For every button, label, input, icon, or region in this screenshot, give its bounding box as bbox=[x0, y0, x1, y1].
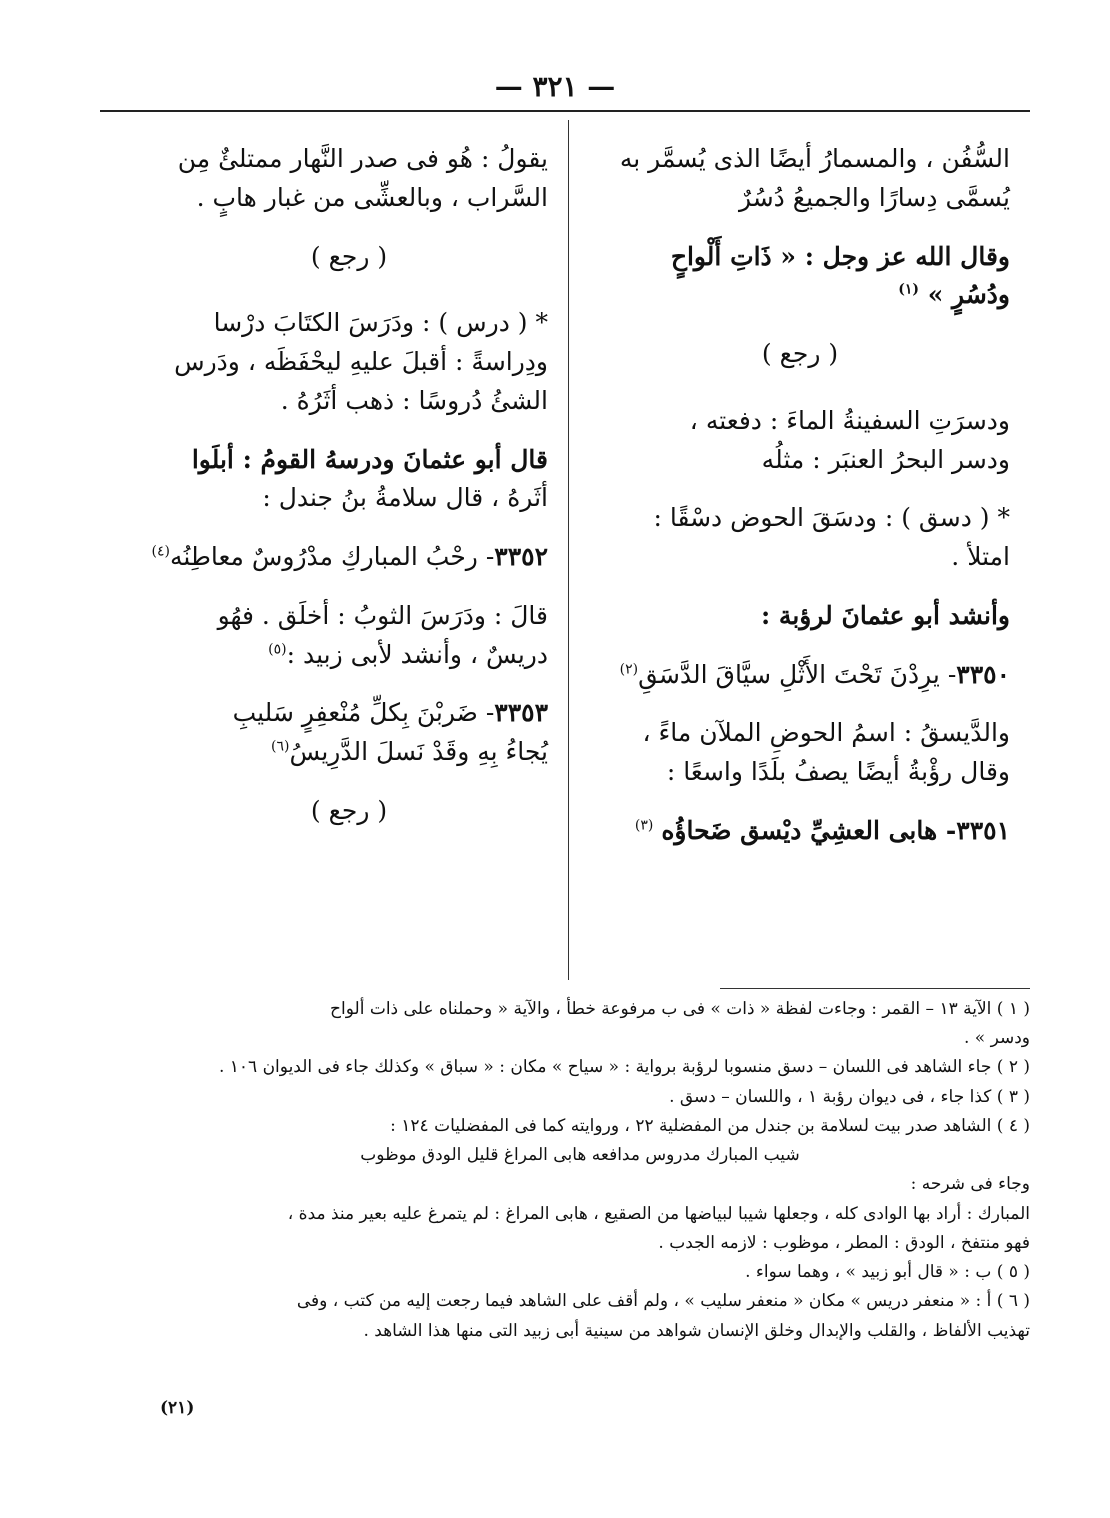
footnote-mark: (١) bbox=[898, 281, 919, 298]
verse-line bbox=[150, 694, 548, 733]
verse-text: - ضَربْنَ بِكلِّ مُنْعفِرٍ سَليبِ bbox=[232, 698, 495, 728]
section-heading: ( رجع ) bbox=[761, 339, 839, 368]
footnote-mark: (٣) bbox=[634, 817, 654, 834]
footnote-mark: (٢) bbox=[619, 661, 639, 678]
paragraph-daysaq bbox=[590, 714, 1010, 792]
verse-3350 bbox=[590, 656, 1010, 695]
qala-text: دريسٌ ، وأنشد لأبى زبيد : bbox=[286, 639, 548, 669]
footnote-6: ( ٦ ) أ : « منعفر دريس » مكان « منعفر سليب » ، ولم أقف على الشاهد فيما رجعت إليه من كتب ، وفى bbox=[296, 1291, 1030, 1312]
footnote-mark: (٤) bbox=[151, 543, 171, 560]
column-divider bbox=[568, 120, 569, 980]
verse-line bbox=[150, 733, 548, 772]
footnote-4-verse: شيب المبارك مدروس مدافعه هابى المراغ قليل الودق موظوب bbox=[360, 1145, 800, 1166]
text-line: قالَ : ودَرَسَ الثوبُ : أخلَق . فهُو bbox=[217, 600, 548, 630]
text-line bbox=[150, 636, 548, 675]
footnote-6-cont: تهذيب الألفاظ ، والقلب والإبدال وخلق الإنسان شواهد من سينية أبى زبيد التى منها هذا الشاهد . bbox=[363, 1320, 1030, 1341]
text-line: أثَرهُ ، قال سلامةُ بنُ جندل : bbox=[262, 483, 548, 513]
verse-line bbox=[150, 538, 548, 577]
paragraph-dusur bbox=[590, 140, 1010, 218]
right-column bbox=[590, 140, 1010, 871]
text-line: والدَّيسقُ : اسمُ الحوضِ الملآن ماءً ، bbox=[642, 718, 1010, 748]
section-heading: ( رجع ) bbox=[310, 795, 388, 825]
text-line: ودِراسةً : أقبلَ عليهِ ليحْفَظَه ، ودَرس bbox=[174, 347, 548, 376]
footnote-mark: (٦) bbox=[270, 738, 290, 755]
text-line: ودسرَتِ السفينةُ الماءَ : دفعته ، bbox=[689, 405, 1010, 435]
text-line: ودسر البحرُ العنبَر : مثلُه bbox=[761, 444, 1010, 474]
verse-3352 bbox=[150, 538, 548, 577]
text-line: يُسمَّى دِسارًا والجميعُ دُسُرٌ bbox=[738, 182, 1010, 212]
text-line: الشئُ دُروسًا : ذهب أثَرُهُ . bbox=[280, 385, 548, 415]
footnote-mark: (٥) bbox=[268, 641, 287, 658]
entry-dasq bbox=[590, 499, 1010, 577]
footnote-3: ( ٣ ) كذا جاء ، فى ديوان رؤبة ١ ، واللسان – دسق . bbox=[669, 1086, 1030, 1107]
text-line: يقولُ : هُو فى صدر النَّهار ممتلئٌ مِن bbox=[177, 144, 548, 173]
verse-line bbox=[590, 812, 1010, 851]
entry-dars bbox=[150, 304, 548, 420]
paragraph-dasarat bbox=[590, 402, 1010, 480]
paragraph-abu-uthman bbox=[150, 441, 548, 519]
text-line: السَّراب ، وبالعشِّى من غبار هابٍ . bbox=[196, 182, 548, 212]
quran-text: ودُسُرٍ » bbox=[927, 280, 1010, 310]
verse-line bbox=[590, 656, 1010, 695]
paragraph-qala bbox=[150, 597, 548, 675]
text-line: السُّفُن ، والمسمارُ أيضًا الذى يُسمَّر به bbox=[619, 144, 1010, 173]
header-rule bbox=[100, 110, 1030, 112]
paragraph-quran bbox=[590, 238, 1010, 316]
verse-text: - رحْبُ المباركِ مدْرُوسٌ معاطِنُه bbox=[170, 542, 495, 571]
paragraph-yaqulu bbox=[150, 140, 548, 218]
footnote-1-cont: ودسر » . bbox=[963, 1028, 1030, 1049]
footnote-4-cont: وجاء فى شرحه : bbox=[910, 1174, 1030, 1195]
verse-3353 bbox=[150, 694, 548, 772]
text-line: قال أبو عثمانَ ودرسهُ القومُ : أبلَوا bbox=[191, 444, 548, 474]
text-line: * ( دسق ) : ودسَقَ الحوض دسْقًا : bbox=[653, 503, 1010, 533]
paragraph-ruuba bbox=[590, 597, 1010, 636]
verse-number: ٣٣٥١ bbox=[956, 815, 1010, 845]
footnote-4-cont: المبارك : أراد بها الوادى كله ، وجعلها شيبا لبياضها من الصقيع ، هابى المراغ : لم يتمرغ عليه بعير منذ مدة ، bbox=[287, 1203, 1030, 1224]
text-line bbox=[590, 276, 1010, 315]
footnote-rule bbox=[720, 988, 1030, 989]
text-line: امتلأ . bbox=[951, 542, 1010, 571]
verse-3351 bbox=[590, 812, 1010, 851]
footnote-2: ( ٢ ) جاء الشاهد فى اللسان – دسق منسوبا لرؤبة برواية : « سياح » مكان : « سباق » وكذلك جاء فى الديوان ١٠٦ . bbox=[218, 1057, 1030, 1078]
text-line: * ( درس ) : ودَرَسَ الكتَابَ درْسا bbox=[213, 308, 548, 338]
footnote-4-cont: فهو منتفخ ، الودق : المطر ، موظوب : لازمه الجدب . bbox=[658, 1232, 1030, 1253]
text-line: وقال الله عز وجل : « ذَاتِ أَلْواحٍ bbox=[670, 241, 1010, 271]
footnote-5: ( ٥ ) ب : « قال أبو زبيد » ، وهما سواء . bbox=[745, 1262, 1030, 1283]
footnote-4: ( ٤ ) الشاهد صدر بيت لسلامة بن جندل من المفضلية ٢٢ ، وروايته كما فى المفضليات ١٢٤ : bbox=[390, 1115, 1030, 1136]
footnotes bbox=[130, 995, 1030, 1346]
text-line: وأنشد أبو عثمانَ لرؤبة : bbox=[761, 600, 1010, 630]
footnote-1: ( ١ ) الآية ١٣ – القمر : وجاءت لفظة « ذات » فى ب مرفوعة خطأ ، والآية « وحملناه على ذات ألواح bbox=[330, 999, 1030, 1019]
left-column bbox=[150, 140, 548, 859]
verse-text: - يرِدْنَ تَحْتَ الأَثْلِ سيَّاقَ الدَّسَقِ bbox=[638, 659, 957, 689]
signature-mark: (٢١) bbox=[160, 1398, 195, 1418]
verse-text: يُجاءُ بِهِ وقَدْ نَسلَ الدَّرِيسُ bbox=[289, 737, 548, 766]
section-heading: ( رجع ) bbox=[310, 241, 388, 271]
text-line: وقال رؤْبةُ أيضًا يصفُ بلَدًا واسعًا : bbox=[666, 757, 1010, 786]
verse-number: ٣٣٥٢ bbox=[494, 542, 548, 571]
verse-number: ٣٣٥٣ bbox=[494, 698, 548, 728]
verse-text: - هابى العشِيِّ ديْسق ضَحاؤُه bbox=[661, 815, 957, 845]
page-number: — ٣٢١ — bbox=[494, 70, 616, 103]
verse-number: ٣٣٥٠ bbox=[956, 659, 1010, 689]
